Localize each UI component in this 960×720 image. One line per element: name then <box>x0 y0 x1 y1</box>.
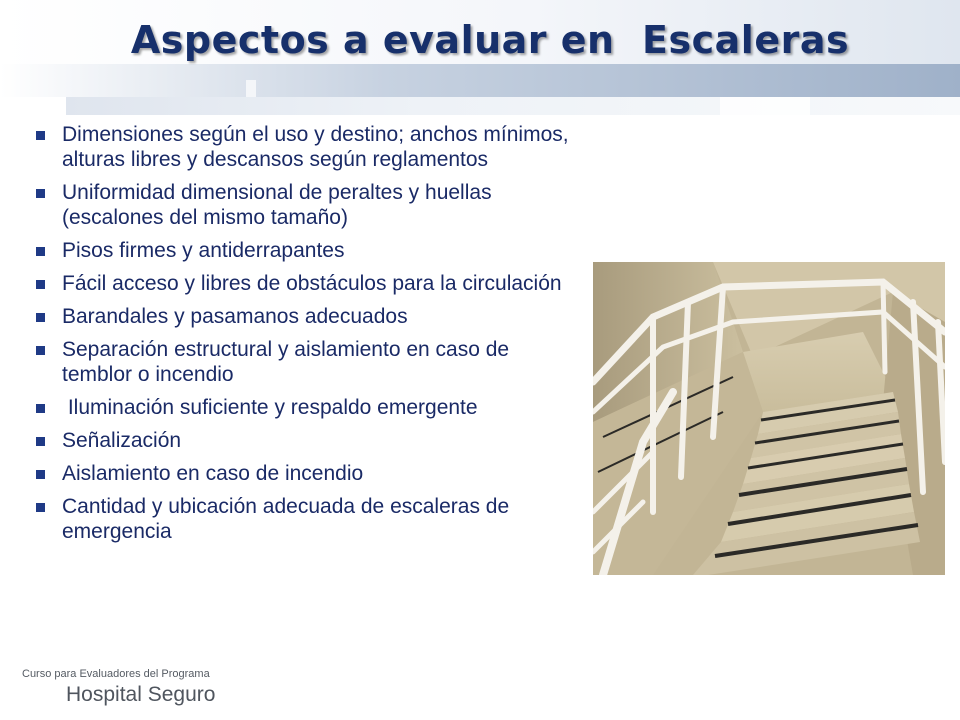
square-bullet-icon <box>36 131 45 140</box>
square-bullet-icon <box>36 437 45 446</box>
bullet-item <box>36 304 576 329</box>
bullet-text: Dimensiones según el uso y destino; anchos mínimos, alturas libres y descansos según reglamentos <box>62 123 569 171</box>
bullet-item <box>36 494 576 544</box>
bullet-text: Aislamiento en caso de incendio <box>62 462 364 485</box>
header-band <box>0 0 960 120</box>
square-bullet-icon <box>36 346 45 355</box>
header-band-gap <box>246 80 256 98</box>
staircase-illustration <box>593 262 945 575</box>
slide-title: Aspectos a evaluar en Escaleras <box>130 18 850 62</box>
footer-subtitle: Curso para Evaluadores del Programa <box>22 668 210 680</box>
bullet-item <box>36 180 576 230</box>
header-band-dark <box>0 64 960 97</box>
bullet-text: Cantidad y ubicación adecuada de escaleras de emergencia <box>62 495 510 543</box>
header-band-gap <box>720 97 810 115</box>
bullet-item <box>36 428 576 453</box>
bullet-item <box>36 122 576 172</box>
header-band-light <box>66 97 960 115</box>
bullet-text: Separación estructural y aislamiento en caso de temblor o incendio <box>62 338 510 386</box>
bullet-item <box>36 337 576 387</box>
bullet-item <box>36 461 576 486</box>
square-bullet-icon <box>36 280 45 289</box>
bullet-item <box>36 395 576 420</box>
bullet-item <box>36 271 576 296</box>
square-bullet-icon <box>36 470 45 479</box>
bullet-list <box>36 122 576 552</box>
square-bullet-icon <box>36 313 45 322</box>
square-bullet-icon <box>36 189 45 198</box>
bullet-text: Fácil acceso y libres de obstáculos para la circulación <box>62 272 562 295</box>
bullet-text: Señalización <box>62 429 182 452</box>
staircase-photo <box>593 262 945 575</box>
footer-brand: Hospital Seguro <box>66 683 216 706</box>
square-bullet-icon <box>36 404 45 413</box>
footer-logo <box>22 668 322 718</box>
bullet-item <box>36 238 576 263</box>
square-bullet-icon <box>36 503 45 512</box>
bullet-text: Uniformidad dimensional de peraltes y huellas (escalones del mismo tamaño) <box>62 181 492 229</box>
bullet-text: Pisos firmes y antiderrapantes <box>62 239 345 262</box>
bullet-text: Iluminación suficiente y respaldo emergente <box>62 396 478 419</box>
square-bullet-icon <box>36 247 45 256</box>
bullet-text: Barandales y pasamanos adecuados <box>62 305 408 328</box>
